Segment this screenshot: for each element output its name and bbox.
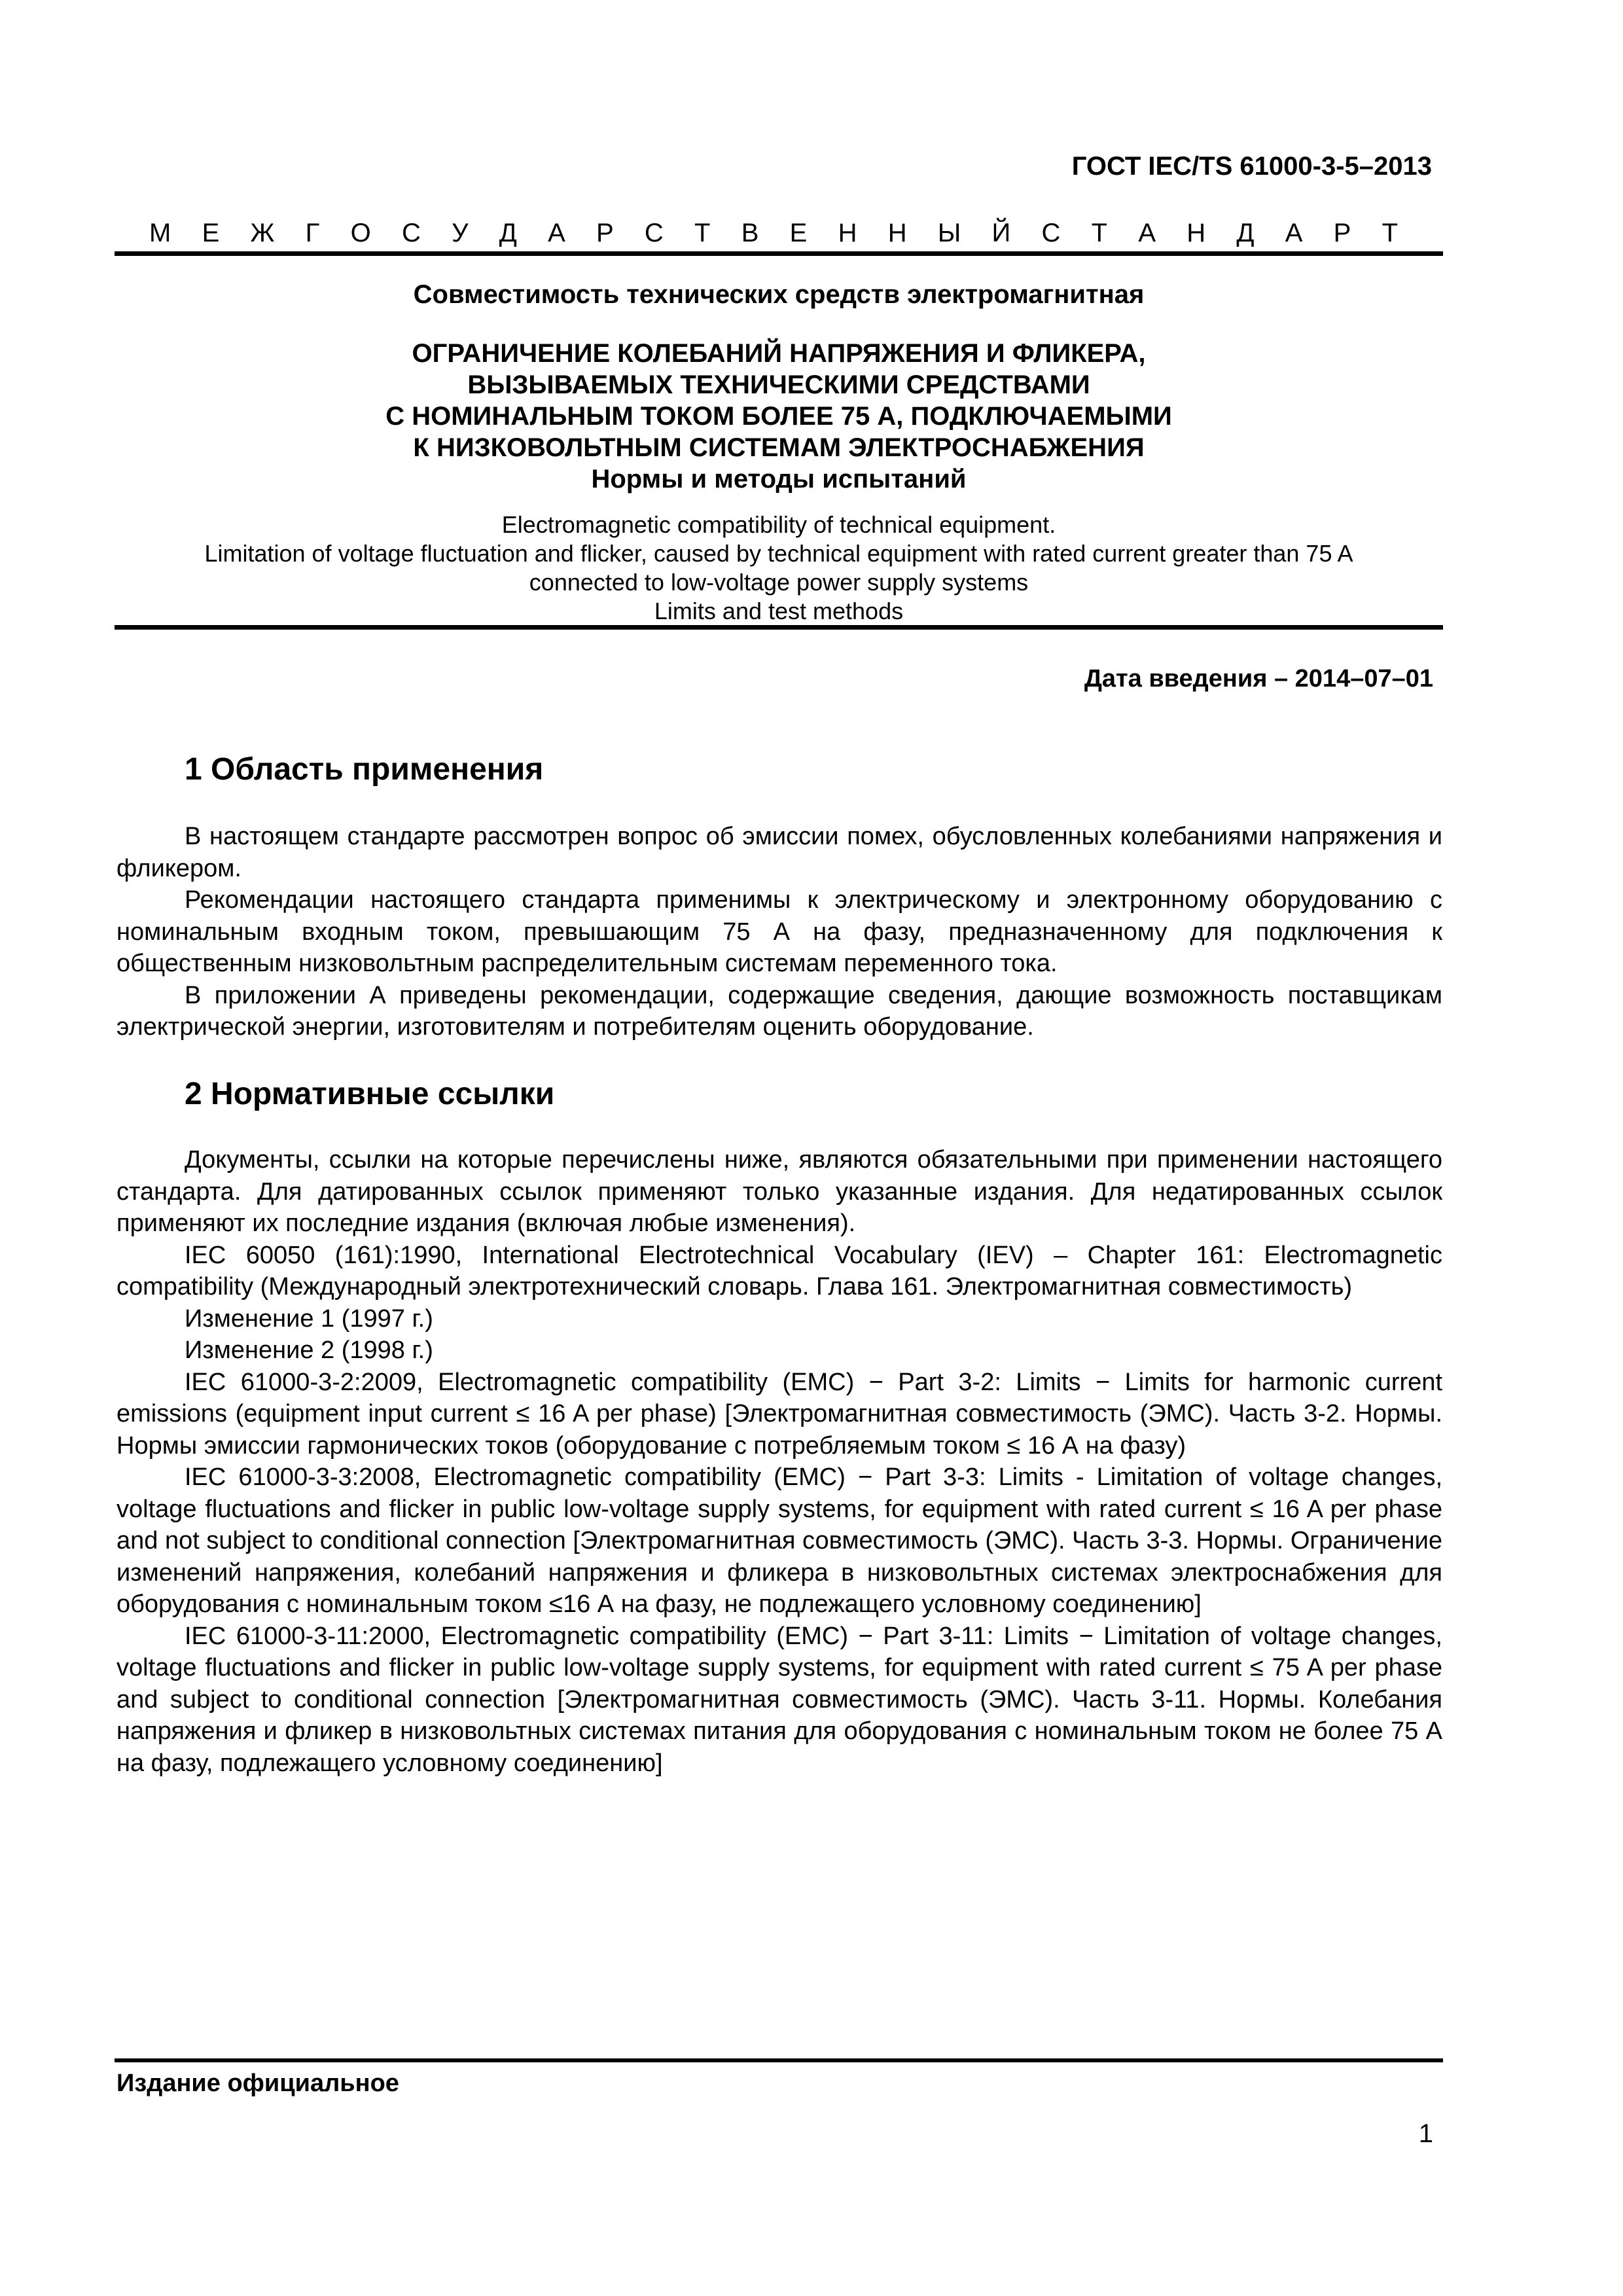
english-title bbox=[115, 511, 1443, 626]
title-divider bbox=[115, 625, 1443, 630]
paragraph: В приложении А приведены рекомендации, содержащие сведения, дающие возможность поставщикам электрической энергии, изготовителям и потребителям оценить оборудование. bbox=[116, 981, 1442, 1041]
reference-item: IEC 60050 (161):1990, International Electrotechnical Vocabulary (IEV) – Chapter 161: Electromagnetic compatibility (Международный электротехнический словарь. Глава 161. Электромагнитная совместимость) bbox=[116, 1241, 1442, 1300]
english-title-line: Electromagnetic compatibility of technical equipment. bbox=[501, 511, 1056, 538]
paragraph: В настоящем стандарте рассмотрен вопрос об эмиссии помех, обусловленных колебаниями напряжения и фликером. bbox=[116, 823, 1442, 882]
reference-amendment: Изменение 1 (1997 г.) bbox=[185, 1304, 433, 1333]
reference-item: IEC 61000-3-2:2009, Electromagnetic compatibility (EMC) − Part 3-2: Limits − Limits for harmonic current emissions (equipment input current ≤ 16 A per phase) [Электромагнитная совместимость (ЭМС). Часть 3-2. Нормы. Нормы эмиссии гармонических токов (оборудование с потребляемым током ≤ 16 А на фазу) bbox=[116, 1368, 1442, 1460]
english-title-line: connected to low-voltage power supply systems bbox=[529, 569, 1029, 596]
section-2-body bbox=[116, 1144, 1442, 1779]
title-line: Нормы и методы испытаний bbox=[591, 465, 967, 493]
page-number: 1 bbox=[1418, 2119, 1433, 2148]
top-divider bbox=[115, 251, 1443, 256]
reference-item: IEC 61000-3-11:2000, Electromagnetic compatibility (EMC) − Part 3-11: Limits − Limitation of voltage changes, voltage fluctuations and flicker in public low-voltage supply systems, for equipment with rated current ≤ 75 A per phase and subject to conditional connection [Электромагнитная совместимость (ЭМС). Часть 3-11. Нормы. Колебания напряжения и фликер в низковольтных системах питания для оборудования с номинальным током не более 75 А на фазу, подлежащего условному соединению] bbox=[116, 1622, 1442, 1777]
document-code: ГОСТ IEC/TS 61000-3-5–2013 bbox=[1071, 152, 1432, 181]
introduction-date: Дата введения – 2014–07–01 bbox=[1084, 665, 1433, 692]
document-subtitle: Совместимость технических средств электромагнитная bbox=[413, 280, 1145, 309]
paragraph: Документы, ссылки на которые перечислены ниже, являются обязательными при применении настоящего стандарта. Для датированных ссылок применяют только указанные издания. Для недатированных ссылок применяют их последние издания (включая любые изменения). bbox=[116, 1146, 1442, 1237]
standard-type-heading: М Е Ж Г О С У Д А Р С Т В Е Н Н Ы Й С Т А Н Д А Р Т bbox=[149, 219, 1398, 247]
section-2-heading: 2 Нормативные ссылки bbox=[185, 1077, 555, 1111]
paragraph: Рекомендации настоящего стандарта применимы к электрическому и электронному оборудованию с номинальным входным током, превышающим 75 А на фазу, предназначенному для подключения к общественным низковольтным распределительным системам переменного тока. bbox=[116, 886, 1442, 977]
title-line: К НИЗКОВОЛЬТНЫМ СИСТЕМАМ ЭЛЕКТРОСНАБЖЕНИЯ bbox=[413, 433, 1145, 462]
title-line: ОГРАНИЧЕНИЕ КОЛЕБАНИЙ НАПРЯЖЕНИЯ И ФЛИКЕРА, bbox=[412, 339, 1146, 368]
english-title-line: Limits and test methods bbox=[654, 598, 904, 624]
edition-label: Издание официальное bbox=[116, 2070, 399, 2097]
english-title-line: Limitation of voltage fluctuation and flicker, caused by technical equipment with rated current greater than 75 A bbox=[204, 540, 1353, 567]
reference-amendment: Изменение 2 (1998 г.) bbox=[185, 1336, 433, 1364]
section-1-heading: 1 Область применения bbox=[185, 752, 544, 787]
title-line: ВЫЗЫВАЕМЫХ ТЕХНИЧЕСКИМИ СРЕДСТВАМИ bbox=[467, 370, 1090, 399]
reference-item: IEC 61000-3-3:2008, Electromagnetic compatibility (EMC) − Part 3-3: Limits - Limitation of voltage changes, voltage fluctuations and flicker in public low-voltage supply systems, for equipment with rated current ≤ 16 A per phase and not subject to conditional connection [Электромагнитная совместимость (ЭМС). Часть 3-3. Нормы. Ограничение изменений напряжения, колебаний напряжения и фликера в низковольтных системах электроснабжения для оборудования с номинальным током ≤16 А на фазу, не подлежащего условному соединению] bbox=[116, 1463, 1442, 1618]
document-title bbox=[115, 338, 1443, 495]
footer-divider bbox=[115, 2058, 1443, 2062]
section-1-body bbox=[116, 821, 1442, 1043]
title-line: С НОМИНАЛЬНЫМ ТОКОМ БОЛЕЕ 75 А, ПОДКЛЮЧАЕМЫМИ bbox=[385, 402, 1172, 431]
